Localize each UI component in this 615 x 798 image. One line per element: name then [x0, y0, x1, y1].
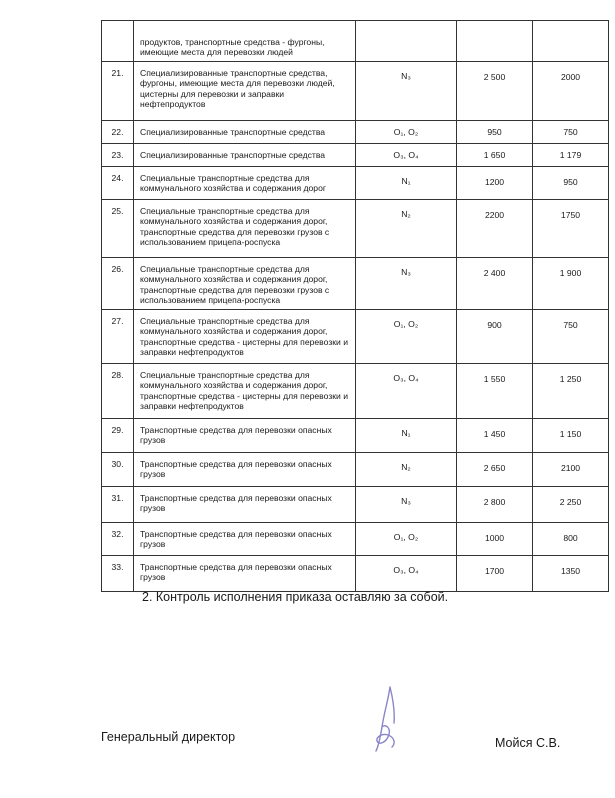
row-value-1: 1 550: [457, 363, 533, 418]
tariff-table-body: [102, 21, 609, 592]
row-number: 29.: [102, 418, 134, 452]
row-vehicle-type: Транспортные средства для перевозки опасных грузов: [134, 418, 356, 452]
row-number: 33.: [102, 555, 134, 591]
row-category: N₃: [356, 257, 457, 309]
row-number: 31.: [102, 486, 134, 522]
row-value-1: [457, 21, 533, 62]
row-value-2: [533, 21, 609, 62]
row-number: 22.: [102, 120, 134, 143]
row-category: N₂: [356, 199, 457, 257]
row-value-2: 1 250: [533, 363, 609, 418]
table-row: [102, 309, 609, 363]
row-value-1: 900: [457, 309, 533, 363]
row-value-1: 1 650: [457, 143, 533, 166]
row-value-2: 750: [533, 120, 609, 143]
table-row: [102, 166, 609, 199]
row-category: [356, 21, 457, 62]
table-row: [102, 21, 609, 62]
row-value-2: 1750: [533, 199, 609, 257]
row-vehicle-type: Специальные транспортные средства для коммунального хозяйства и содержания дорог, транспортные средства для перевозки грузов с использованием прицепа-роспуска: [134, 257, 356, 309]
row-value-1: 2200: [457, 199, 533, 257]
row-vehicle-type: Транспортные средства для перевозки опасных грузов: [134, 452, 356, 486]
row-vehicle-type: Специальные транспортные средства для коммунального хозяйства и содержания дорог, транспортные средства для перевозки грузов с использованием прицепа-роспуска: [134, 199, 356, 257]
row-category: O₃, O₄: [356, 143, 457, 166]
row-vehicle-type: Специализированные транспортные средства: [134, 120, 356, 143]
signatory-name: Мойся С.В.: [495, 736, 561, 750]
table-row: [102, 418, 609, 452]
order-control-note: 2. Контроль исполнения приказа оставляю за собой.: [142, 590, 449, 604]
row-number: [102, 21, 134, 62]
row-category: O₃, O₄: [356, 363, 457, 418]
row-number: 32.: [102, 522, 134, 555]
table-row: [102, 61, 609, 120]
handwritten-signature: [368, 683, 414, 755]
row-number: 27.: [102, 309, 134, 363]
row-category: O₁, O₂: [356, 120, 457, 143]
row-value-2: 2000: [533, 61, 609, 120]
row-vehicle-type: Транспортные средства для перевозки опасных грузов: [134, 522, 356, 555]
row-number: 21.: [102, 61, 134, 120]
tariff-table: [101, 20, 609, 592]
row-number: 24.: [102, 166, 134, 199]
row-vehicle-type: Транспортные средства для перевозки опасных грузов: [134, 486, 356, 522]
row-vehicle-type: Специальные транспортные средства для коммунального хозяйства и содержания дорог: [134, 166, 356, 199]
row-value-2: 2 250: [533, 486, 609, 522]
table-row: [102, 522, 609, 555]
row-number: 30.: [102, 452, 134, 486]
row-value-1: 2 650: [457, 452, 533, 486]
row-category: N₃: [356, 61, 457, 120]
row-value-1: 1700: [457, 555, 533, 591]
row-number: 25.: [102, 199, 134, 257]
table-row: [102, 257, 609, 309]
row-vehicle-type: Транспортные средства для перевозки опасных грузов: [134, 555, 356, 591]
row-value-1: 2 500: [457, 61, 533, 120]
row-value-2: 750: [533, 309, 609, 363]
row-value-2: 1350: [533, 555, 609, 591]
row-number: 23.: [102, 143, 134, 166]
row-value-2: 2100: [533, 452, 609, 486]
table-row: [102, 555, 609, 591]
row-number: 28.: [102, 363, 134, 418]
table-row: [102, 452, 609, 486]
row-value-1: 1 450: [457, 418, 533, 452]
row-vehicle-type: Специальные транспортные средства для коммунального хозяйства и содержания дорог, транспортные средства - цистерны для перевозки и заправки нефтепродуктов: [134, 363, 356, 418]
table-row: [102, 363, 609, 418]
table-row: [102, 199, 609, 257]
row-value-2: 1 900: [533, 257, 609, 309]
row-vehicle-type: Специализированные транспортные средства, фургоны, имеющие места для перевозки людей, цистерны для перевозки и заправки нефтепродуктов: [134, 61, 356, 120]
row-value-2: 950: [533, 166, 609, 199]
row-value-1: 2 800: [457, 486, 533, 522]
row-value-1: 950: [457, 120, 533, 143]
table-row: [102, 486, 609, 522]
row-category: N₁: [356, 166, 457, 199]
row-value-2: 800: [533, 522, 609, 555]
row-number: 26.: [102, 257, 134, 309]
row-vehicle-type: Специализированные транспортные средства: [134, 143, 356, 166]
row-category: N₃: [356, 486, 457, 522]
row-value-2: 1 150: [533, 418, 609, 452]
table-row: [102, 120, 609, 143]
row-category: O₃, O₄: [356, 555, 457, 591]
row-category: N₂: [356, 452, 457, 486]
row-value-1: 1200: [457, 166, 533, 199]
row-vehicle-type: Специальные транспортные средства для коммунального хозяйства и содержания дорог, транспортные средства - цистерны для перевозки и заправки нефтепродуктов: [134, 309, 356, 363]
row-category: O₁, O₂: [356, 309, 457, 363]
row-vehicle-type: продуктов, транспортные средства - фургоны, имеющие места для перевозки людей: [134, 21, 356, 62]
row-category: N₁: [356, 418, 457, 452]
row-value-2: 1 179: [533, 143, 609, 166]
row-value-1: 1000: [457, 522, 533, 555]
signatory-title: Генеральный директор: [101, 730, 236, 744]
row-category: O₁, O₂: [356, 522, 457, 555]
row-value-1: 2 400: [457, 257, 533, 309]
table-row: [102, 143, 609, 166]
